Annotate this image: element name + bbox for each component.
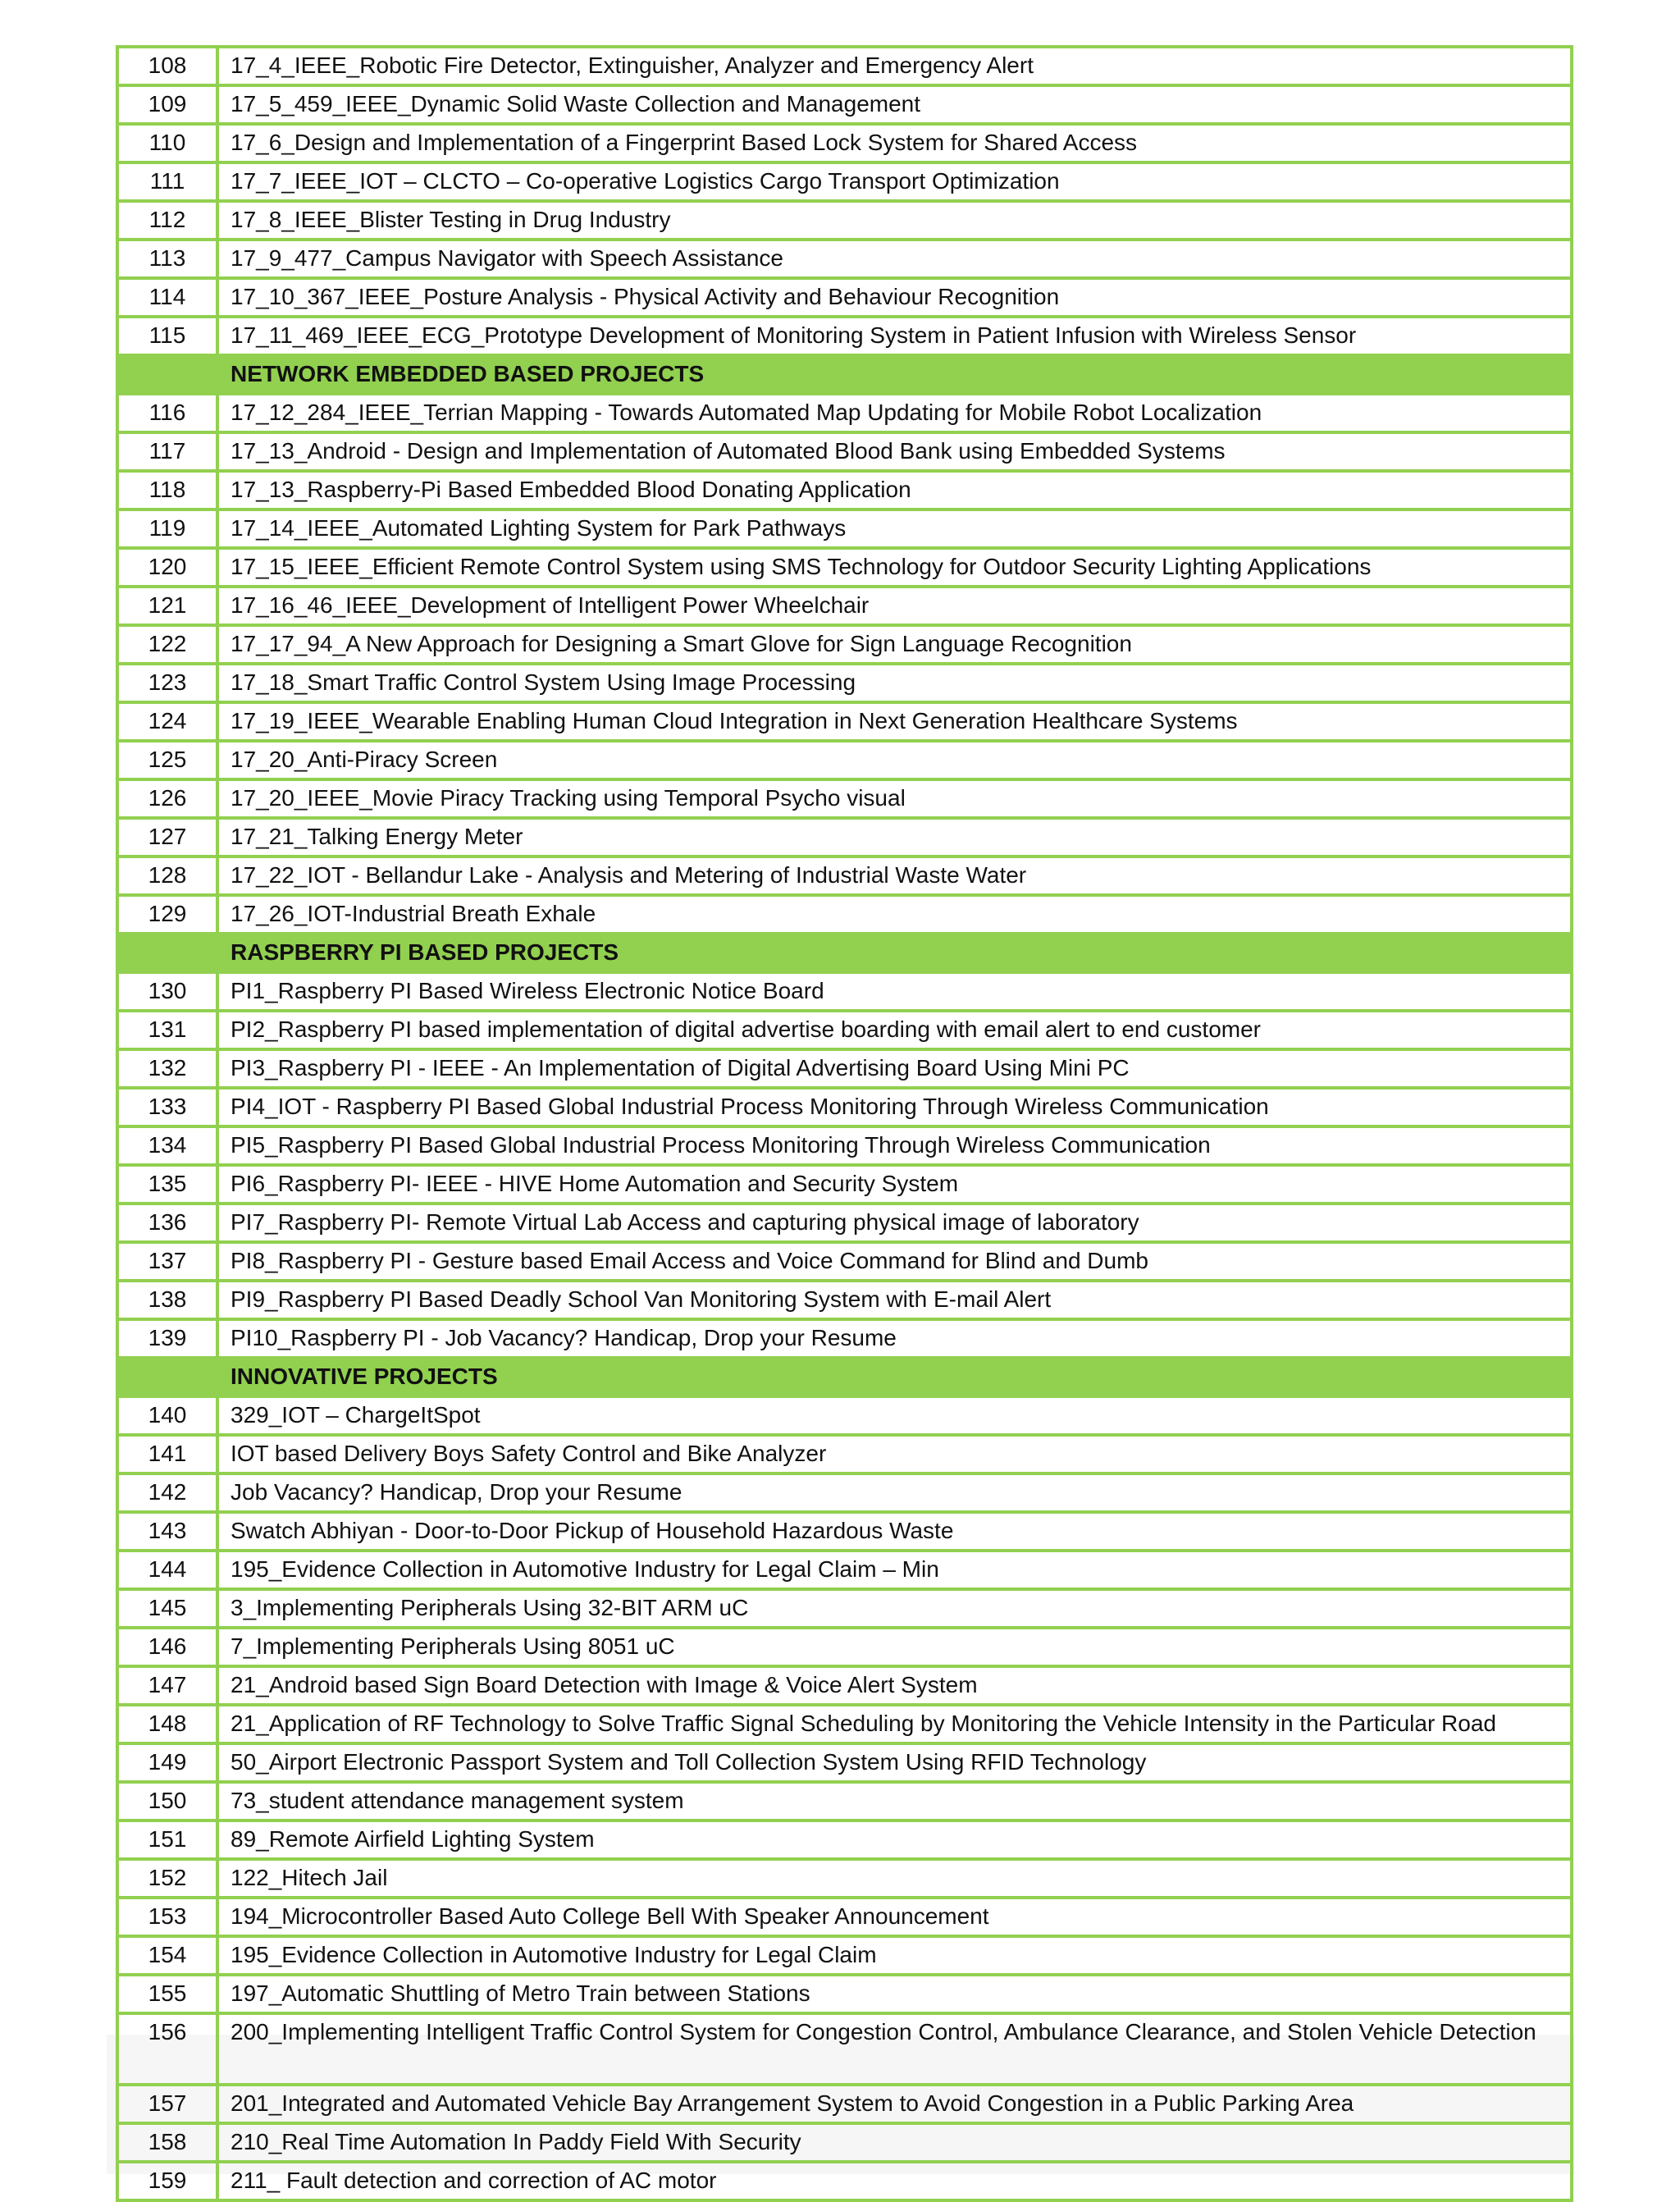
- section-title: INNOVATIVE PROJECTS: [217, 1358, 1572, 1396]
- project-number: 148: [117, 1705, 217, 1743]
- project-number: 116: [117, 394, 217, 432]
- project-title: 17_19_IEEE_Wearable Enabling Human Cloud Integration in Next Generation Healthcare Systems: [217, 702, 1572, 741]
- table-row: [117, 394, 1572, 432]
- project-title: PI6_Raspberry PI- IEEE - HIVE Home Automation and Security System: [217, 1165, 1572, 1204]
- table-row: [117, 1242, 1572, 1281]
- table-row: [117, 1936, 1572, 1975]
- table-row: [117, 1396, 1572, 1435]
- project-title: PI9_Raspberry PI Based Deadly School Van Monitoring System with E-mail Alert: [217, 1281, 1572, 1319]
- table-row: [117, 818, 1572, 857]
- project-number: 120: [117, 548, 217, 587]
- table-row: [117, 1589, 1572, 1628]
- project-number: 158: [117, 2123, 217, 2162]
- table-row: [117, 625, 1572, 664]
- table-row: [117, 471, 1572, 509]
- project-list-body: [117, 47, 1572, 2200]
- project-number: 142: [117, 1473, 217, 1512]
- project-title: 17_4_IEEE_Robotic Fire Detector, Extinguisher, Analyzer and Emergency Alert: [217, 47, 1572, 85]
- project-title: PI8_Raspberry PI - Gesture based Email Access and Voice Command for Blind and Dumb: [217, 1242, 1572, 1281]
- project-title: 17_18_Smart Traffic Control System Using Image Processing: [217, 664, 1572, 702]
- project-number: 117: [117, 432, 217, 471]
- project-title: 17_14_IEEE_Automated Lighting System for Park Pathways: [217, 509, 1572, 548]
- table-row: [117, 702, 1572, 741]
- table-row: [117, 1743, 1572, 1782]
- project-number: 149: [117, 1743, 217, 1782]
- table-row: [117, 1165, 1572, 1204]
- project-number: 129: [117, 895, 217, 934]
- project-number: 132: [117, 1049, 217, 1088]
- project-number: 111: [117, 162, 217, 201]
- project-title: 17_13_Raspberry-Pi Based Embedded Blood Donating Application: [217, 471, 1572, 509]
- project-title: 17_26_IOT-Industrial Breath Exhale: [217, 895, 1572, 934]
- project-number: 150: [117, 1782, 217, 1821]
- project-title: 17_6_Design and Implementation of a Fingerprint Based Lock System for Shared Access: [217, 124, 1572, 162]
- table-row: [117, 1705, 1572, 1743]
- project-title: 17_12_284_IEEE_Terrian Mapping - Towards Automated Map Updating for Mobile Robot Localization: [217, 394, 1572, 432]
- project-number: 146: [117, 1628, 217, 1666]
- section-header-row: [117, 355, 1572, 394]
- project-title: 50_Airport Electronic Passport System and Toll Collection System Using RFID Technology: [217, 1743, 1572, 1782]
- table-row: [117, 1204, 1572, 1242]
- table-row: [117, 857, 1572, 895]
- table-row: [117, 124, 1572, 162]
- project-title: 89_Remote Airfield Lighting System: [217, 1821, 1572, 1859]
- project-number: 134: [117, 1126, 217, 1165]
- project-title: 200_Implementing Intelligent Traffic Control System for Congestion Control, Ambulance Clearance, and Stolen Vehicle Detection: [217, 2013, 1572, 2085]
- table-row: [117, 1011, 1572, 1049]
- table-row: [117, 1898, 1572, 1936]
- table-row: [117, 1782, 1572, 1821]
- project-number: 157: [117, 2085, 217, 2123]
- project-number: 139: [117, 1319, 217, 1358]
- table-row: [117, 1049, 1572, 1088]
- project-number: 108: [117, 47, 217, 85]
- project-number: 118: [117, 471, 217, 509]
- project-number: 119: [117, 509, 217, 548]
- project-number: 135: [117, 1165, 217, 1204]
- project-title: 17_11_469_IEEE_ECG_Prototype Development of Monitoring System in Patient Infusion with Wireless Sensor: [217, 317, 1572, 355]
- project-number: 121: [117, 587, 217, 625]
- table-row: [117, 278, 1572, 317]
- project-title: 17_20_Anti-Piracy Screen: [217, 741, 1572, 779]
- project-number: 128: [117, 857, 217, 895]
- table-row: [117, 972, 1572, 1011]
- section-number-cell: [117, 1358, 217, 1396]
- project-title: 195_Evidence Collection in Automotive Industry for Legal Claim – Min: [217, 1551, 1572, 1589]
- project-number: 136: [117, 1204, 217, 1242]
- project-number: 145: [117, 1589, 217, 1628]
- project-number: 110: [117, 124, 217, 162]
- table-row: [117, 1628, 1572, 1666]
- project-title: 17_22_IOT - Bellandur Lake - Analysis and Metering of Industrial Waste Water: [217, 857, 1572, 895]
- project-title: 17_7_IEEE_IOT – CLCTO – Co-operative Logistics Cargo Transport Optimization: [217, 162, 1572, 201]
- table-row: [117, 1473, 1572, 1512]
- project-title: 17_10_367_IEEE_Posture Analysis - Physical Activity and Behaviour Recognition: [217, 278, 1572, 317]
- project-title: 17_13_Android - Design and Implementation of Automated Blood Bank using Embedded Systems: [217, 432, 1572, 471]
- table-row: [117, 2085, 1572, 2123]
- project-title: 211_ Fault detection and correction of AC motor: [217, 2162, 1572, 2200]
- project-number: 152: [117, 1859, 217, 1898]
- table-row: [117, 548, 1572, 587]
- project-number: 115: [117, 317, 217, 355]
- table-row: [117, 1666, 1572, 1705]
- project-number: 127: [117, 818, 217, 857]
- project-title: 21_Application of RF Technology to Solve Traffic Signal Scheduling by Monitoring the Vehicle Intensity in the Particular Road: [217, 1705, 1572, 1743]
- project-title: 194_Microcontroller Based Auto College Bell With Speaker Announcement: [217, 1898, 1572, 1936]
- table-row: [117, 85, 1572, 124]
- table-row: [117, 1281, 1572, 1319]
- table-row: [117, 1088, 1572, 1126]
- table-row: [117, 201, 1572, 240]
- table-row: [117, 587, 1572, 625]
- project-title: 17_8_IEEE_Blister Testing in Drug Industry: [217, 201, 1572, 240]
- table-row: [117, 2013, 1572, 2085]
- project-list-table: [116, 45, 1573, 2202]
- table-row: [117, 240, 1572, 278]
- project-number: 131: [117, 1011, 217, 1049]
- table-row: [117, 162, 1572, 201]
- project-title: PI10_Raspberry PI - Job Vacancy? Handicap, Drop your Resume: [217, 1319, 1572, 1358]
- table-row: [117, 2123, 1572, 2162]
- project-title: 197_Automatic Shuttling of Metro Train between Stations: [217, 1975, 1572, 2013]
- project-number: 112: [117, 201, 217, 240]
- table-row: [117, 664, 1572, 702]
- table-row: [117, 1975, 1572, 2013]
- project-number: 159: [117, 2162, 217, 2200]
- table-row: [117, 741, 1572, 779]
- project-number: 138: [117, 1281, 217, 1319]
- table-row: [117, 2162, 1572, 2200]
- table-row: [117, 1126, 1572, 1165]
- project-number: 156: [117, 2013, 217, 2085]
- table-row: [117, 1319, 1572, 1358]
- project-title: 122_Hitech Jail: [217, 1859, 1572, 1898]
- project-title: IOT based Delivery Boys Safety Control and Bike Analyzer: [217, 1435, 1572, 1473]
- project-number: 124: [117, 702, 217, 741]
- section-number-cell: [117, 355, 217, 394]
- project-title: 3_Implementing Peripherals Using 32-BIT ARM uC: [217, 1589, 1572, 1628]
- section-number-cell: [117, 934, 217, 972]
- project-title: 195_Evidence Collection in Automotive Industry for Legal Claim: [217, 1936, 1572, 1975]
- project-number: 137: [117, 1242, 217, 1281]
- project-title: 201_Integrated and Automated Vehicle Bay Arrangement System to Avoid Congestion in a Public Parking Area: [217, 2085, 1572, 2123]
- table-row: [117, 1512, 1572, 1551]
- project-number: 130: [117, 972, 217, 1011]
- project-title: PI1_Raspberry PI Based Wireless Electronic Notice Board: [217, 972, 1572, 1011]
- table-row: [117, 509, 1572, 548]
- project-title: 17_15_IEEE_Efficient Remote Control System using SMS Technology for Outdoor Security Lighting Applications: [217, 548, 1572, 587]
- table-row: [117, 1551, 1572, 1589]
- project-number: 143: [117, 1512, 217, 1551]
- project-title: 17_9_477_Campus Navigator with Speech Assistance: [217, 240, 1572, 278]
- project-number: 126: [117, 779, 217, 818]
- project-number: 147: [117, 1666, 217, 1705]
- project-title: 21_Android based Sign Board Detection with Image & Voice Alert System: [217, 1666, 1572, 1705]
- project-number: 114: [117, 278, 217, 317]
- project-number: 141: [117, 1435, 217, 1473]
- table-row: [117, 1821, 1572, 1859]
- project-title: PI2_Raspberry PI based implementation of digital advertise boarding with email alert to end customer: [217, 1011, 1572, 1049]
- project-number: 153: [117, 1898, 217, 1936]
- project-title: PI3_Raspberry PI - IEEE - An Implementation of Digital Advertising Board Using Mini PC: [217, 1049, 1572, 1088]
- table-row: [117, 432, 1572, 471]
- project-title: PI7_Raspberry PI- Remote Virtual Lab Access and capturing physical image of laboratory: [217, 1204, 1572, 1242]
- project-number: 140: [117, 1396, 217, 1435]
- project-title: 7_Implementing Peripherals Using 8051 uC: [217, 1628, 1572, 1666]
- section-header-row: [117, 1358, 1572, 1396]
- project-number: 155: [117, 1975, 217, 2013]
- section-header-row: [117, 934, 1572, 972]
- project-title: PI5_Raspberry PI Based Global Industrial Process Monitoring Through Wireless Communication: [217, 1126, 1572, 1165]
- section-title: RASPBERRY PI BASED PROJECTS: [217, 934, 1572, 972]
- project-title: Job Vacancy? Handicap, Drop your Resume: [217, 1473, 1572, 1512]
- project-title: 17_20_IEEE_Movie Piracy Tracking using Temporal Psycho visual: [217, 779, 1572, 818]
- project-number: 113: [117, 240, 217, 278]
- project-number: 154: [117, 1936, 217, 1975]
- table-row: [117, 895, 1572, 934]
- project-title: 17_21_Talking Energy Meter: [217, 818, 1572, 857]
- table-row: [117, 47, 1572, 85]
- project-number: 109: [117, 85, 217, 124]
- project-title: PI4_IOT - Raspberry PI Based Global Industrial Process Monitoring Through Wireless Communication: [217, 1088, 1572, 1126]
- table-row: [117, 1435, 1572, 1473]
- project-number: 133: [117, 1088, 217, 1126]
- table-row: [117, 317, 1572, 355]
- table-row: [117, 1859, 1572, 1898]
- project-number: 123: [117, 664, 217, 702]
- project-title: 17_5_459_IEEE_Dynamic Solid Waste Collection and Management: [217, 85, 1572, 124]
- project-title: 329_IOT – ChargeItSpot: [217, 1396, 1572, 1435]
- section-title: NETWORK EMBEDDED BASED PROJECTS: [217, 355, 1572, 394]
- project-title: 210_Real Time Automation In Paddy Field With Security: [217, 2123, 1572, 2162]
- project-title: 17_16_46_IEEE_Development of Intelligent Power Wheelchair: [217, 587, 1572, 625]
- project-title: Swatch Abhiyan - Door-to-Door Pickup of Household Hazardous Waste: [217, 1512, 1572, 1551]
- project-title: 17_17_94_A New Approach for Designing a Smart Glove for Sign Language Recognition: [217, 625, 1572, 664]
- table-row: [117, 779, 1572, 818]
- project-title: 73_student attendance management system: [217, 1782, 1572, 1821]
- project-number: 125: [117, 741, 217, 779]
- project-number: 144: [117, 1551, 217, 1589]
- project-number: 122: [117, 625, 217, 664]
- project-number: 151: [117, 1821, 217, 1859]
